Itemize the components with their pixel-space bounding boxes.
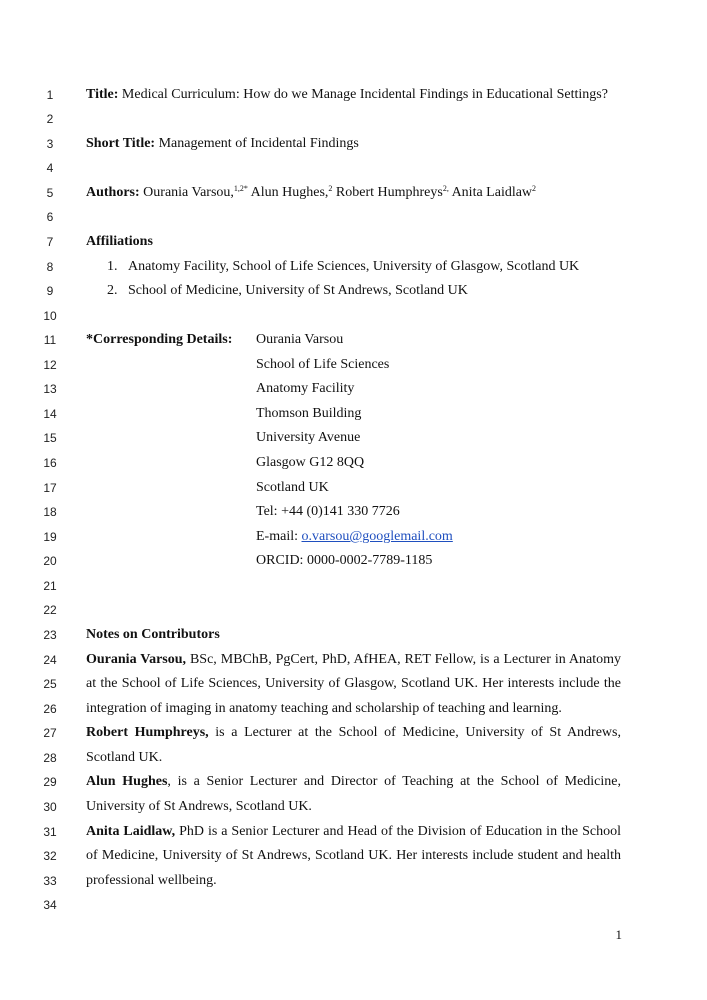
contributors-heading-line: [0, 623, 707, 647]
contributor-name-hughes: Alun Hughes: [86, 774, 168, 789]
line-number: 4: [46, 161, 54, 175]
line-number: 17: [43, 481, 57, 495]
short-title-line: [0, 132, 707, 156]
contributor-text: BSc, MBChB, PgCert, PhD, AfHEA, RET Fellow, is a Lecturer in Anatomy: [186, 652, 621, 667]
line-number: 1: [46, 88, 54, 102]
affiliation-marker: 1.: [107, 259, 118, 274]
line-number: 3: [46, 137, 54, 151]
author-varsou: Ourania Varsou,: [139, 185, 234, 200]
author-humphreys-affil: 2,: [442, 184, 449, 193]
line-number: 8: [46, 260, 54, 274]
line-number: 24: [43, 653, 57, 667]
author-varsou-affil: 1,2*: [233, 184, 248, 193]
corresponding-detail: Anatomy Facility: [256, 381, 355, 396]
title-line: [0, 83, 707, 107]
author-laidlaw: Anita Laidlaw: [448, 185, 533, 200]
affiliation-item: [0, 255, 707, 279]
contributor-line: [0, 770, 707, 794]
line-number: 32: [43, 849, 57, 863]
corresponding-line: [0, 451, 707, 475]
line-number: 29: [43, 775, 57, 789]
line-number: 33: [43, 874, 57, 888]
line-number: 7: [46, 235, 54, 249]
short-title-label: Short Title:: [86, 136, 156, 151]
contributor-line: [0, 648, 707, 672]
corresponding-line: [0, 525, 707, 549]
contributor-name-humphreys: Robert Humphreys,: [86, 725, 209, 740]
short-title-text: Management of Incidental Findings: [155, 136, 359, 151]
line-number: 6: [46, 210, 54, 224]
contributor-name-laidlaw: Anita Laidlaw,: [86, 824, 176, 839]
line-number: 23: [43, 628, 57, 642]
contributor-text: is a Lecturer at the School of Medicine, University of St Andrews,: [208, 725, 621, 740]
author-laidlaw-affil: 2: [532, 184, 537, 193]
line-number: 19: [43, 530, 57, 544]
line-number: 9: [46, 284, 54, 298]
contributor-line: [0, 844, 707, 868]
email-link[interactable]: o.varsou@googlemail.com: [301, 529, 453, 544]
contributor-text: integration of imaging in anatomy teaching and scholarship of teaching and learning.: [86, 701, 562, 716]
contributor-line: [0, 869, 707, 893]
line-number: 21: [43, 579, 57, 593]
authors-line: [0, 181, 707, 205]
contributor-line: [0, 697, 707, 721]
affiliation-item: [0, 279, 707, 303]
line-number: 16: [43, 456, 57, 470]
contributor-name-varsou: Ourania Varsou,: [86, 652, 187, 667]
contributor-line: [0, 672, 707, 696]
corresponding-line: [0, 377, 707, 401]
line-number: 34: [43, 898, 57, 912]
corresponding-line: [0, 402, 707, 426]
contributors-heading: Notes on Contributors: [86, 627, 220, 642]
line-number: 30: [43, 800, 57, 814]
affiliation-text: Anatomy Facility, School of Life Sciences, University of Glasgow, Scotland UK: [128, 259, 580, 274]
line-number: 13: [43, 382, 57, 396]
title-label: Title:: [86, 87, 119, 102]
corresponding-label: *Corresponding Details:: [86, 332, 233, 347]
line-number: 10: [43, 309, 57, 323]
line-number: 25: [43, 677, 57, 691]
author-hughes: Alun Hughes,: [247, 185, 329, 200]
email-label: E-mail:: [256, 529, 302, 544]
contributor-text: at the School of Life Sciences, University of Glasgow, Scotland UK. Her interests include the: [86, 676, 621, 691]
line-number: 26: [43, 702, 57, 716]
contributor-text: University of St Andrews, Scotland UK.: [86, 799, 312, 814]
title-text: Medical Curriculum: How do we Manage Incidental Findings in Educational Settings?: [118, 87, 608, 102]
corresponding-detail: Thomson Building: [256, 406, 362, 421]
contributor-text: , is a Senior Lecturer and Director of Teaching at the School of Medicine,: [167, 774, 621, 789]
corresponding-detail: University Avenue: [256, 430, 361, 445]
corresponding-line: [0, 476, 707, 500]
line-number: 18: [43, 505, 57, 519]
affiliation-text: School of Medicine, University of St Andrews, Scotland UK: [128, 283, 468, 298]
line-number: 15: [43, 431, 57, 445]
line-number: 20: [43, 554, 57, 568]
line-number: 14: [43, 407, 57, 421]
line-number: 12: [43, 358, 57, 372]
telephone: Tel: +44 (0)141 330 7726: [256, 504, 400, 519]
line-number: 28: [43, 751, 57, 765]
corresponding-detail: Ourania Varsou: [256, 332, 344, 347]
contributor-text: Scotland UK.: [86, 750, 163, 765]
contributor-text: professional wellbeing.: [86, 873, 217, 888]
line-number: 11: [43, 333, 57, 347]
contributor-line: [0, 795, 707, 819]
contributor-text: PhD is a Senior Lecturer and Head of the Division of Education in the School: [175, 824, 621, 839]
contributor-text: of Medicine, University of St Andrews, Scotland UK. Her interests include student and health: [86, 848, 621, 863]
line-number: 31: [43, 825, 57, 839]
corresponding-line: [0, 328, 707, 352]
corresponding-detail: Scotland UK: [256, 480, 329, 495]
authors-label: Authors:: [86, 185, 140, 200]
author-hughes-affil: 2: [328, 184, 333, 193]
orcid: ORCID: 0000-0002-7789-1185: [256, 553, 433, 568]
line-number: 27: [43, 726, 57, 740]
contributor-line: [0, 721, 707, 745]
contributor-line: [0, 746, 707, 770]
line-number: 5: [46, 186, 54, 200]
affiliations-heading-line: [0, 230, 707, 254]
corresponding-detail: School of Life Sciences: [256, 357, 390, 372]
line-number: 22: [43, 603, 57, 617]
contributor-line: [0, 820, 707, 844]
line-number: 2: [46, 112, 54, 126]
corresponding-line: [0, 549, 707, 573]
corresponding-line: [0, 353, 707, 377]
corresponding-detail: Glasgow G12 8QQ: [256, 455, 365, 470]
author-humphreys: Robert Humphreys: [332, 185, 443, 200]
affiliation-marker: 2.: [107, 283, 118, 298]
corresponding-line: [0, 426, 707, 450]
page-number: 1: [615, 927, 622, 942]
affiliations-heading: Affiliations: [86, 234, 153, 249]
corresponding-line: [0, 500, 707, 524]
